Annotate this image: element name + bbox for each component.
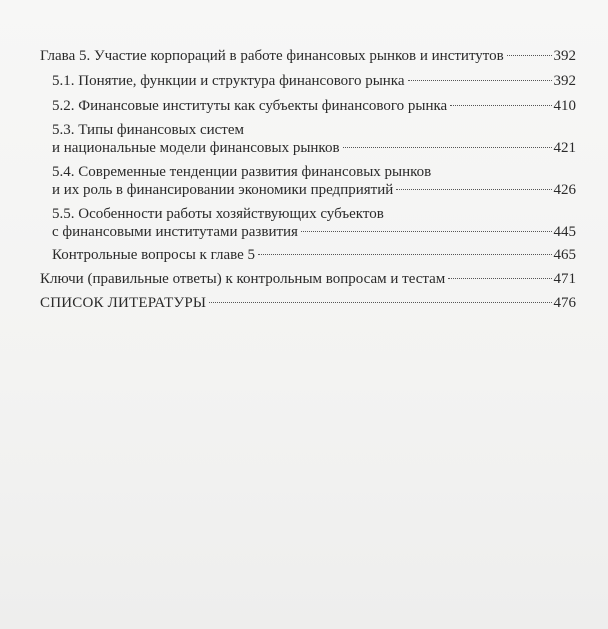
dot-leader bbox=[258, 254, 551, 255]
dot-leader bbox=[343, 147, 552, 148]
toc-entry-title-line2: и национальные модели финансовых рынков bbox=[52, 140, 340, 156]
toc-entry-5-3 bbox=[52, 121, 576, 157]
toc-entry-title-line2: с финансовыми институтами развития bbox=[52, 224, 298, 240]
dot-leader bbox=[450, 105, 551, 106]
dot-leader bbox=[448, 278, 551, 279]
toc-entry-5-4 bbox=[52, 163, 576, 199]
dot-leader bbox=[507, 55, 552, 56]
toc-entry-page: 445 bbox=[553, 224, 576, 240]
toc-entry-5-2 bbox=[52, 97, 576, 115]
dot-leader bbox=[396, 189, 551, 190]
toc-entry-control-questions-5 bbox=[52, 246, 576, 264]
toc-entry-page: 421 bbox=[553, 140, 576, 156]
toc-entry-page: 426 bbox=[553, 182, 576, 198]
toc-entry-title-line1: 5.3. Типы финансовых систем bbox=[52, 122, 244, 138]
toc-entry-5-1 bbox=[52, 72, 576, 90]
dot-leader bbox=[408, 80, 552, 81]
toc-entry-answer-keys bbox=[40, 270, 576, 288]
dot-leader bbox=[301, 231, 552, 232]
dot-leader bbox=[209, 302, 551, 303]
toc-entry-title-line1: 5.4. Современные тенденции развития финансовых рынков bbox=[52, 164, 432, 180]
toc-entry-title: Ключи (правильные ответы) к контрольным вопросам и тестам bbox=[40, 271, 446, 287]
toc-entry-5-5 bbox=[52, 205, 576, 241]
toc-entry-title-line1: 5.5. Особенности работы хозяйствующих субъектов bbox=[52, 206, 384, 222]
toc-entry-title: СПИСОК ЛИТЕРАТУРЫ bbox=[40, 295, 207, 311]
toc-entry-title: 5.1. Понятие, функции и структура финансового рынка bbox=[52, 73, 405, 89]
toc-entry-page: 476 bbox=[553, 295, 576, 311]
toc-entry-title: Глава 5. Участие корпораций в работе финансовых рынков и институтов bbox=[40, 48, 504, 64]
toc-entry-page: 471 bbox=[553, 271, 576, 287]
toc-entry-title: 5.2. Финансовые институты как субъекты финансового рынка bbox=[52, 98, 448, 114]
toc-entry-page: 392 bbox=[553, 48, 576, 64]
toc-entry-literature bbox=[40, 294, 576, 312]
toc-entry-page: 465 bbox=[553, 247, 576, 263]
toc-entry-title: Контрольные вопросы к главе 5 bbox=[52, 247, 256, 263]
toc-entry-title-line2: и их роль в финансировании экономики предприятий bbox=[52, 182, 394, 198]
toc-entry-page: 410 bbox=[553, 98, 576, 114]
toc-entry-page: 392 bbox=[553, 73, 576, 89]
toc-entry-chapter-5 bbox=[40, 47, 576, 65]
